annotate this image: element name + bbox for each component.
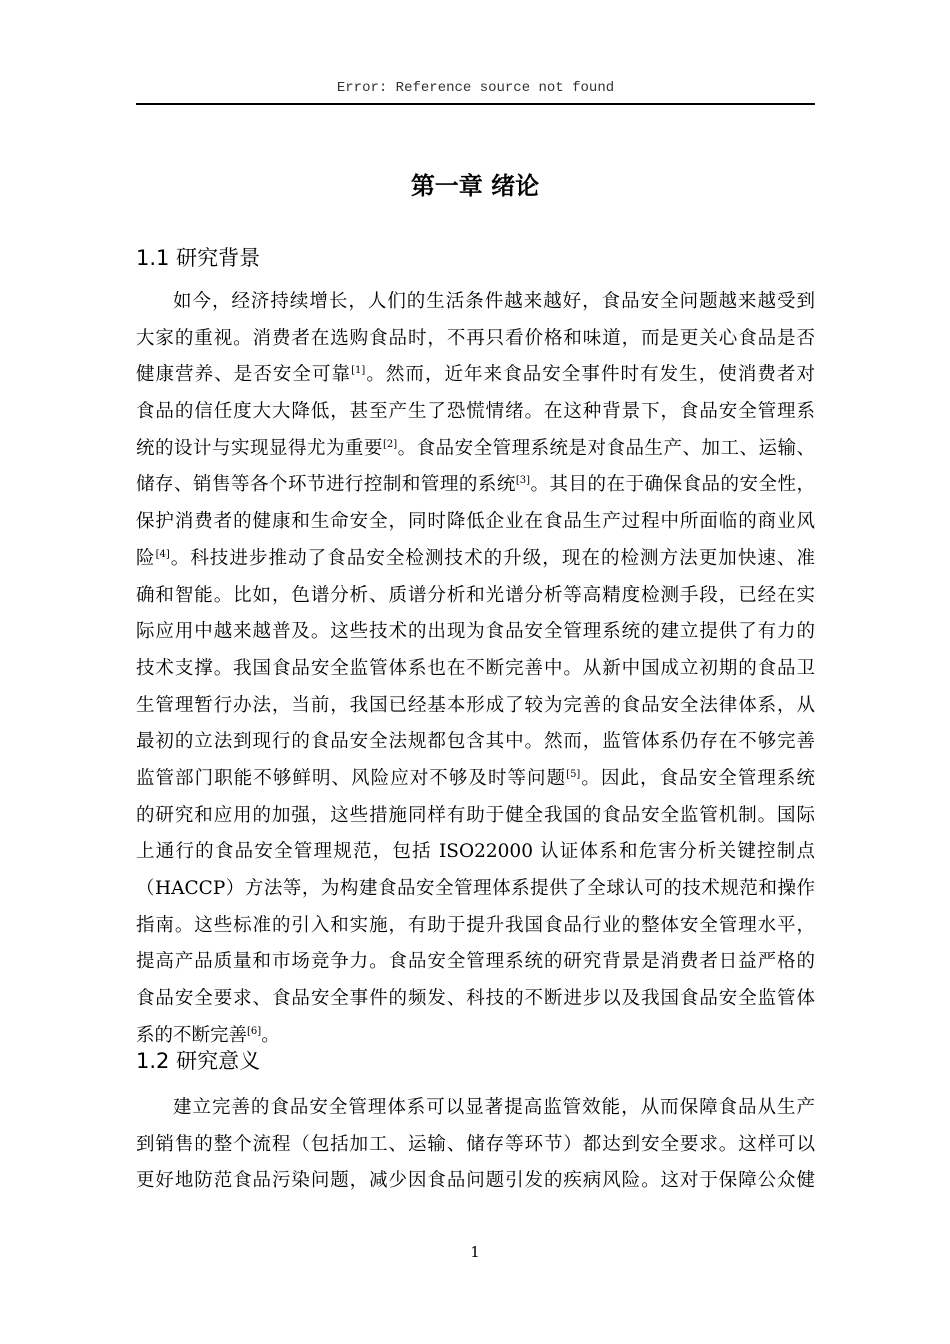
- text-segment: 生管理暂行办法，当前，我国已经基本形成了较为完善的食品安全法律体系，从: [136, 694, 815, 716]
- text-segment: 系的不断完善: [136, 1024, 248, 1046]
- text-segment: 确和智能。比如，色谱分析、质谱分析和光谱分析等高精度检测手段，已经在实: [136, 584, 815, 606]
- text-line: [136, 761, 815, 798]
- citation-ref: [5]: [566, 768, 581, 780]
- section-heading-1-1: 1.1 研究背景: [136, 246, 261, 270]
- text-line: [136, 504, 815, 541]
- text-segment: 最初的立法到现行的食品安全法规都包含其中。然而，监管体系仍存在不够完善: [136, 731, 815, 753]
- text-line: [136, 578, 815, 615]
- text-line: [136, 1163, 815, 1200]
- text-segment: 如今，经济持续增长，人们的生活条件越来越好，食品安全问题越来越受到: [173, 291, 815, 312]
- page-header: Error: Reference source not found: [336, 80, 615, 96]
- text-segment: 。因此，食品安全管理系统: [580, 767, 815, 789]
- text-line: [136, 871, 815, 908]
- text-line: [136, 688, 815, 725]
- paragraph-research-significance: [136, 1090, 815, 1200]
- text-line: [136, 467, 815, 504]
- text-segment: 提高产品质量和市场竞争力。食品安全管理系统的研究背景是消费者日益严格的: [136, 951, 815, 973]
- text-line: [136, 394, 815, 431]
- text-line: [136, 798, 815, 835]
- text-segment: 更好地防范食品污染问题，减少因食品问题引发的疾病风险。这对于保障公众健: [136, 1170, 815, 1192]
- text-line: [136, 1090, 815, 1127]
- text-segment: 。科技进步推动了食品安全检测技术的升级，现在的检测方法更加快速、准: [169, 547, 815, 569]
- text-segment: 。: [261, 1024, 280, 1046]
- text-line: [136, 834, 815, 871]
- citation-ref: [6]: [247, 1025, 262, 1037]
- text-line: [136, 981, 815, 1018]
- text-segment: 监管部门职能不够鲜明、风险应对不够及时等问题: [136, 767, 567, 789]
- text-segment: 际应用中越来越普及。这些技术的出现为食品安全管理系统的建立提供了有力的: [136, 621, 815, 643]
- text-line: [136, 431, 815, 468]
- text-line: [136, 908, 815, 945]
- text-line: [136, 1127, 815, 1164]
- text-segment: 的研究和应用的加强，这些措施同样有助于健全我国的食品安全监管机制。国际: [136, 804, 815, 826]
- page-number: 1: [470, 1243, 480, 1261]
- citation-ref: [1]: [351, 365, 366, 377]
- text-segment: 保护消费者的健康和生命安全，同时降低企业在食品生产过程中所面临的商业风: [136, 511, 815, 533]
- text-line: [136, 651, 815, 688]
- section-heading-1-2: 1.2 研究意义: [136, 1049, 261, 1073]
- text-line: [136, 541, 815, 578]
- text-segment: 储存、销售等各个环节进行控制和管理的系统: [136, 474, 516, 496]
- text-segment: 。然而，近年来食品安全事件时有发生，使消费者对: [365, 364, 815, 386]
- text-segment: 到销售的整个流程（包括加工、运输、储存等环节）都达到安全要求。这样可以: [136, 1133, 815, 1155]
- citation-ref: [3]: [515, 475, 531, 487]
- header-divider: [136, 103, 815, 105]
- citation-ref: [2]: [382, 438, 398, 450]
- text-line: [136, 321, 815, 358]
- text-segment: 健康营养、是否安全可靠: [136, 364, 352, 386]
- text-line: [136, 357, 815, 394]
- text-segment: 统的设计与实现显得尤为重要: [136, 437, 383, 459]
- chapter-title: 第一章 绪论: [410, 172, 540, 200]
- text-segment: 技术支撑。我国食品安全监管体系也在不断完善中。从新中国成立初期的食品卫: [136, 657, 815, 679]
- text-line: [136, 614, 815, 651]
- text-segment: 。其目的在于确保食品的安全性，: [530, 474, 815, 496]
- citation-ref: [4]: [155, 548, 170, 560]
- paragraph-research-background: [136, 284, 815, 1054]
- text-segment: 建立完善的食品安全管理体系可以显著提高监管效能，从而保障食品从生产: [173, 1097, 815, 1118]
- text-segment: 指南。这些标准的引入和实施，有助于提升我国食品行业的整体安全管理水平，: [136, 914, 815, 936]
- text-line: [136, 944, 815, 981]
- text-segment: 食品的信任度大大降低，甚至产生了恐慌情绪。在这种背景下，食品安全管理系: [136, 401, 815, 423]
- text-segment: （HACCP）方法等，为构建食品安全管理体系提供了全球认可的技术规范和操作: [136, 878, 815, 899]
- text-segment: 险: [136, 547, 156, 569]
- text-segment: 食品安全要求、食品安全事件的频发、科技的不断进步以及我国食品安全监管体: [136, 988, 815, 1010]
- text-line: [136, 724, 815, 761]
- text-segment: 上通行的食品安全管理规范，包括 ISO22000 认证体系和危害分析关键控制点: [136, 841, 815, 863]
- text-segment: 。食品安全管理系统是对食品生产、加工、运输、: [397, 437, 815, 459]
- text-segment: 大家的重视。消费者在选购食品时，不再只看价格和味道，而是更关心食品是否: [136, 327, 815, 349]
- text-line: [136, 284, 815, 321]
